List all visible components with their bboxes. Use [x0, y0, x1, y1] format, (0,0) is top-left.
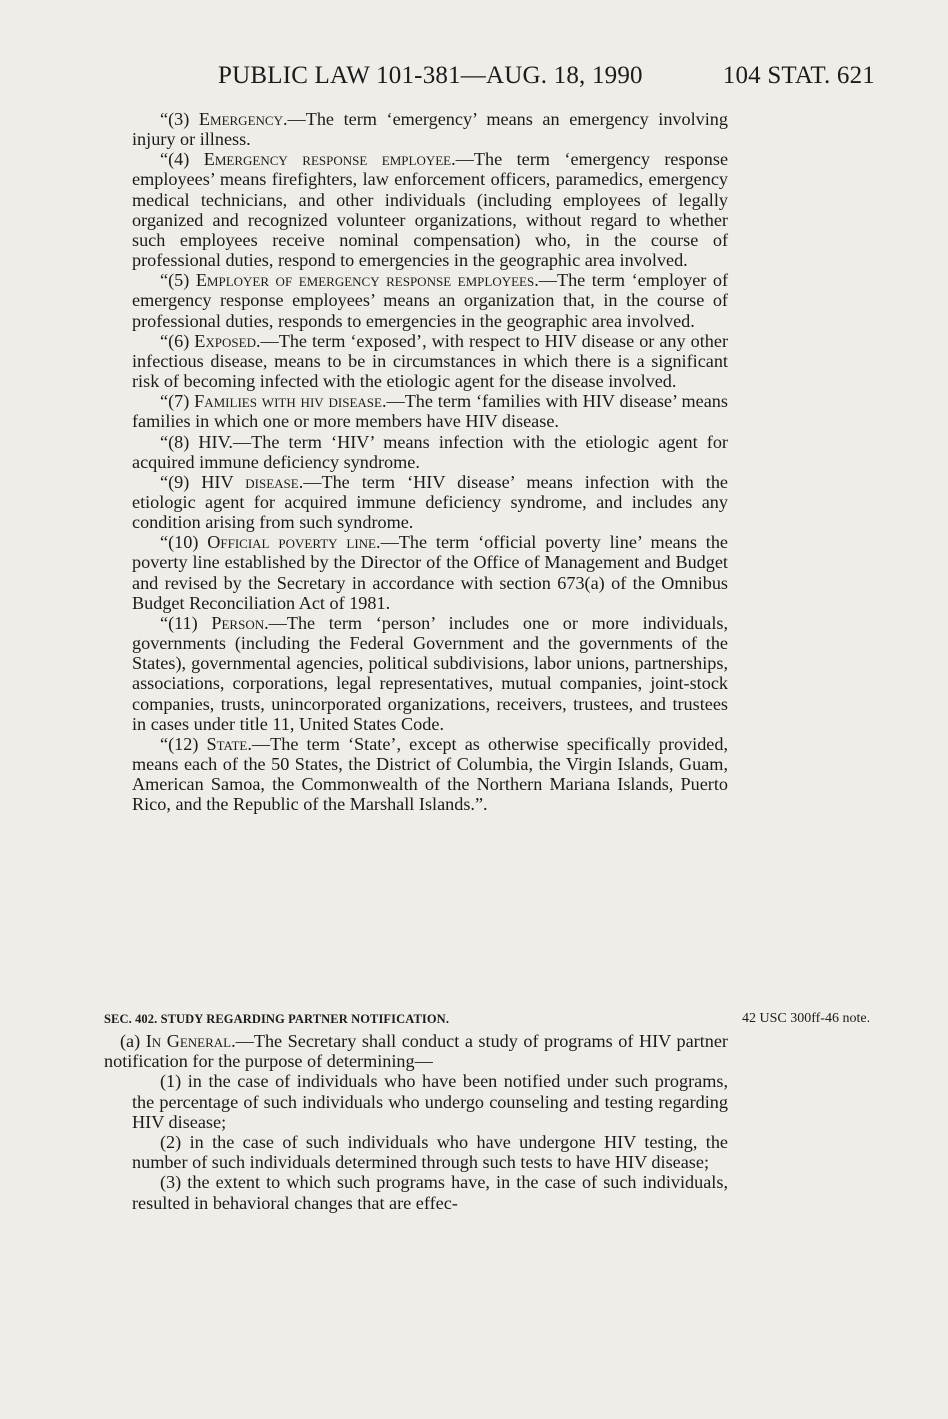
definition-number: “(8) [160, 431, 199, 452]
definition-text: .—The term ‘exposed’, with respect to HIV disease or any other infectious disease, means to be in circumstances in which there is a significant risk of becoming infected with the etiologic agent for the disease involved. [132, 330, 728, 392]
definition-text: .—The term ‘HIV’ means infection with the etiologic agent for acquired immune deficiency syndrome. [132, 431, 728, 472]
definition-number: “(7) [160, 391, 195, 412]
section-heading: SEC. 402. STUDY REGARDING PARTNER NOTIFICATION. [104, 1012, 450, 1026]
definition-term: Families with hiv disease [194, 391, 382, 412]
definition-term: Emergency response employee [203, 149, 452, 170]
definition-number: “(4) [160, 149, 204, 170]
definition-paragraph [132, 331, 728, 391]
definitions-block [132, 109, 728, 814]
section-body [104, 1031, 728, 1213]
definition-term: Person [211, 612, 265, 633]
definition-term: Official poverty line [207, 532, 377, 553]
definition-text: .—The term ‘State’, except as otherwise specifically provided, means each of the 50 States, the District of Columbia, the Virgin Islands, Guam, American Samoa, the Commonwealth of the Northern Mariana Islands, Puerto Rico, and the Republic of the Marshall Islands.”. [132, 733, 729, 815]
subsection-paragraph [104, 1031, 728, 1071]
definition-term: State [206, 733, 248, 754]
definition-number: “(5) [160, 270, 196, 291]
definition-number: “(10) [160, 532, 208, 553]
definition-number: “(3) [160, 109, 199, 129]
header-title: PUBLIC LAW 101-381—AUG. 18, 1990 [218, 62, 643, 89]
definition-text: .—The term ‘official poverty line’ means the poverty line established by the Director of the Office of Management and Budget and revised by the Secretary in accordance with section 673(a) of the Omnibus Budget Reconciliation Act of 1981. [132, 532, 729, 613]
definition-term: Exposed [194, 330, 256, 351]
definition-number: “(6) [160, 330, 195, 351]
definition-paragraph [132, 391, 728, 431]
subsection-text: .—The Secretary shall conduct a study of programs of HIV partner notification for the purpose of determining— [104, 1031, 728, 1072]
definition-text: .—The term ‘emergency’ means an emergency involving injury or illness. [132, 109, 728, 150]
definition-paragraph [132, 270, 728, 330]
margin-note: 42 USC 300ff-46 note. [742, 1011, 871, 1026]
definition-text: .—The term ‘person’ includes one or more individuals, governments (including the Federal Government and the governments of the States), governmental agencies, political subdivisions, labor unions, partnerships, associations, corporations, legal representatives, mutual companies, joint-stock companies, trusts, unincorporated organizations, receivers, trustees, and trustees in cases under title 11, United States Code. [132, 612, 729, 734]
definition-text: .—The term ‘emergency response employees’ means firefighters, law enforcement officers, paramedics, emergency medical technicians, and other individuals (including employees of legally organized and recognized volunteer organizations, without regard to whether such employees receive nominal compensation) who, in the course of professional duties, respond to emergencies in the geographic area involved. [132, 149, 729, 271]
definition-text: .—The term ‘HIV disease’ means infection with the etiologic agent for acquired immune deficiency syndrome, and includes any condition arising from such syndrome. [132, 471, 728, 533]
list-item: (2) in the case of such individuals who have undergone HIV testing, the number of such individuals determined through such tests to have HIV disease; [132, 1132, 728, 1173]
definition-paragraph [132, 432, 728, 472]
subsection-term: In General [145, 1031, 232, 1051]
definition-number: “(9) [160, 471, 202, 492]
definition-term: Emergency [198, 109, 283, 129]
definition-paragraph [132, 532, 728, 613]
definition-term: HIV [198, 431, 229, 452]
definition-term: Employer of emergency response employees [195, 270, 535, 291]
definition-paragraph [132, 734, 728, 815]
list-item: (3) the extent to which such programs have, in the case of such individuals, resulted in behavioral changes that are effec- [132, 1172, 728, 1213]
statute-page-number: 104 STAT. 621 [722, 62, 875, 89]
definition-number: “(11) [160, 612, 212, 633]
subsection-label: (a) [120, 1031, 146, 1051]
definition-paragraph [132, 613, 728, 734]
list-item: (1) in the case of individuals who have been notified under such programs, the percentage of such individuals who undergo counseling and testing regarding HIV disease; [132, 1071, 728, 1132]
definition-text: .—The term ‘families with HIV disease’ means families in which one or more members have HIV disease. [132, 391, 728, 432]
definition-paragraph [132, 149, 728, 270]
definition-term: HIV disease [201, 471, 299, 492]
definition-paragraph [132, 472, 728, 532]
definition-number: “(12) [160, 733, 207, 754]
definition-paragraph [132, 109, 728, 149]
definition-text: .—The term ‘employer of emergency response employees’ means an organization that, in the course of professional duties, responds to emergencies in the geographic area involved. [132, 270, 729, 331]
page-header [130, 58, 875, 94]
